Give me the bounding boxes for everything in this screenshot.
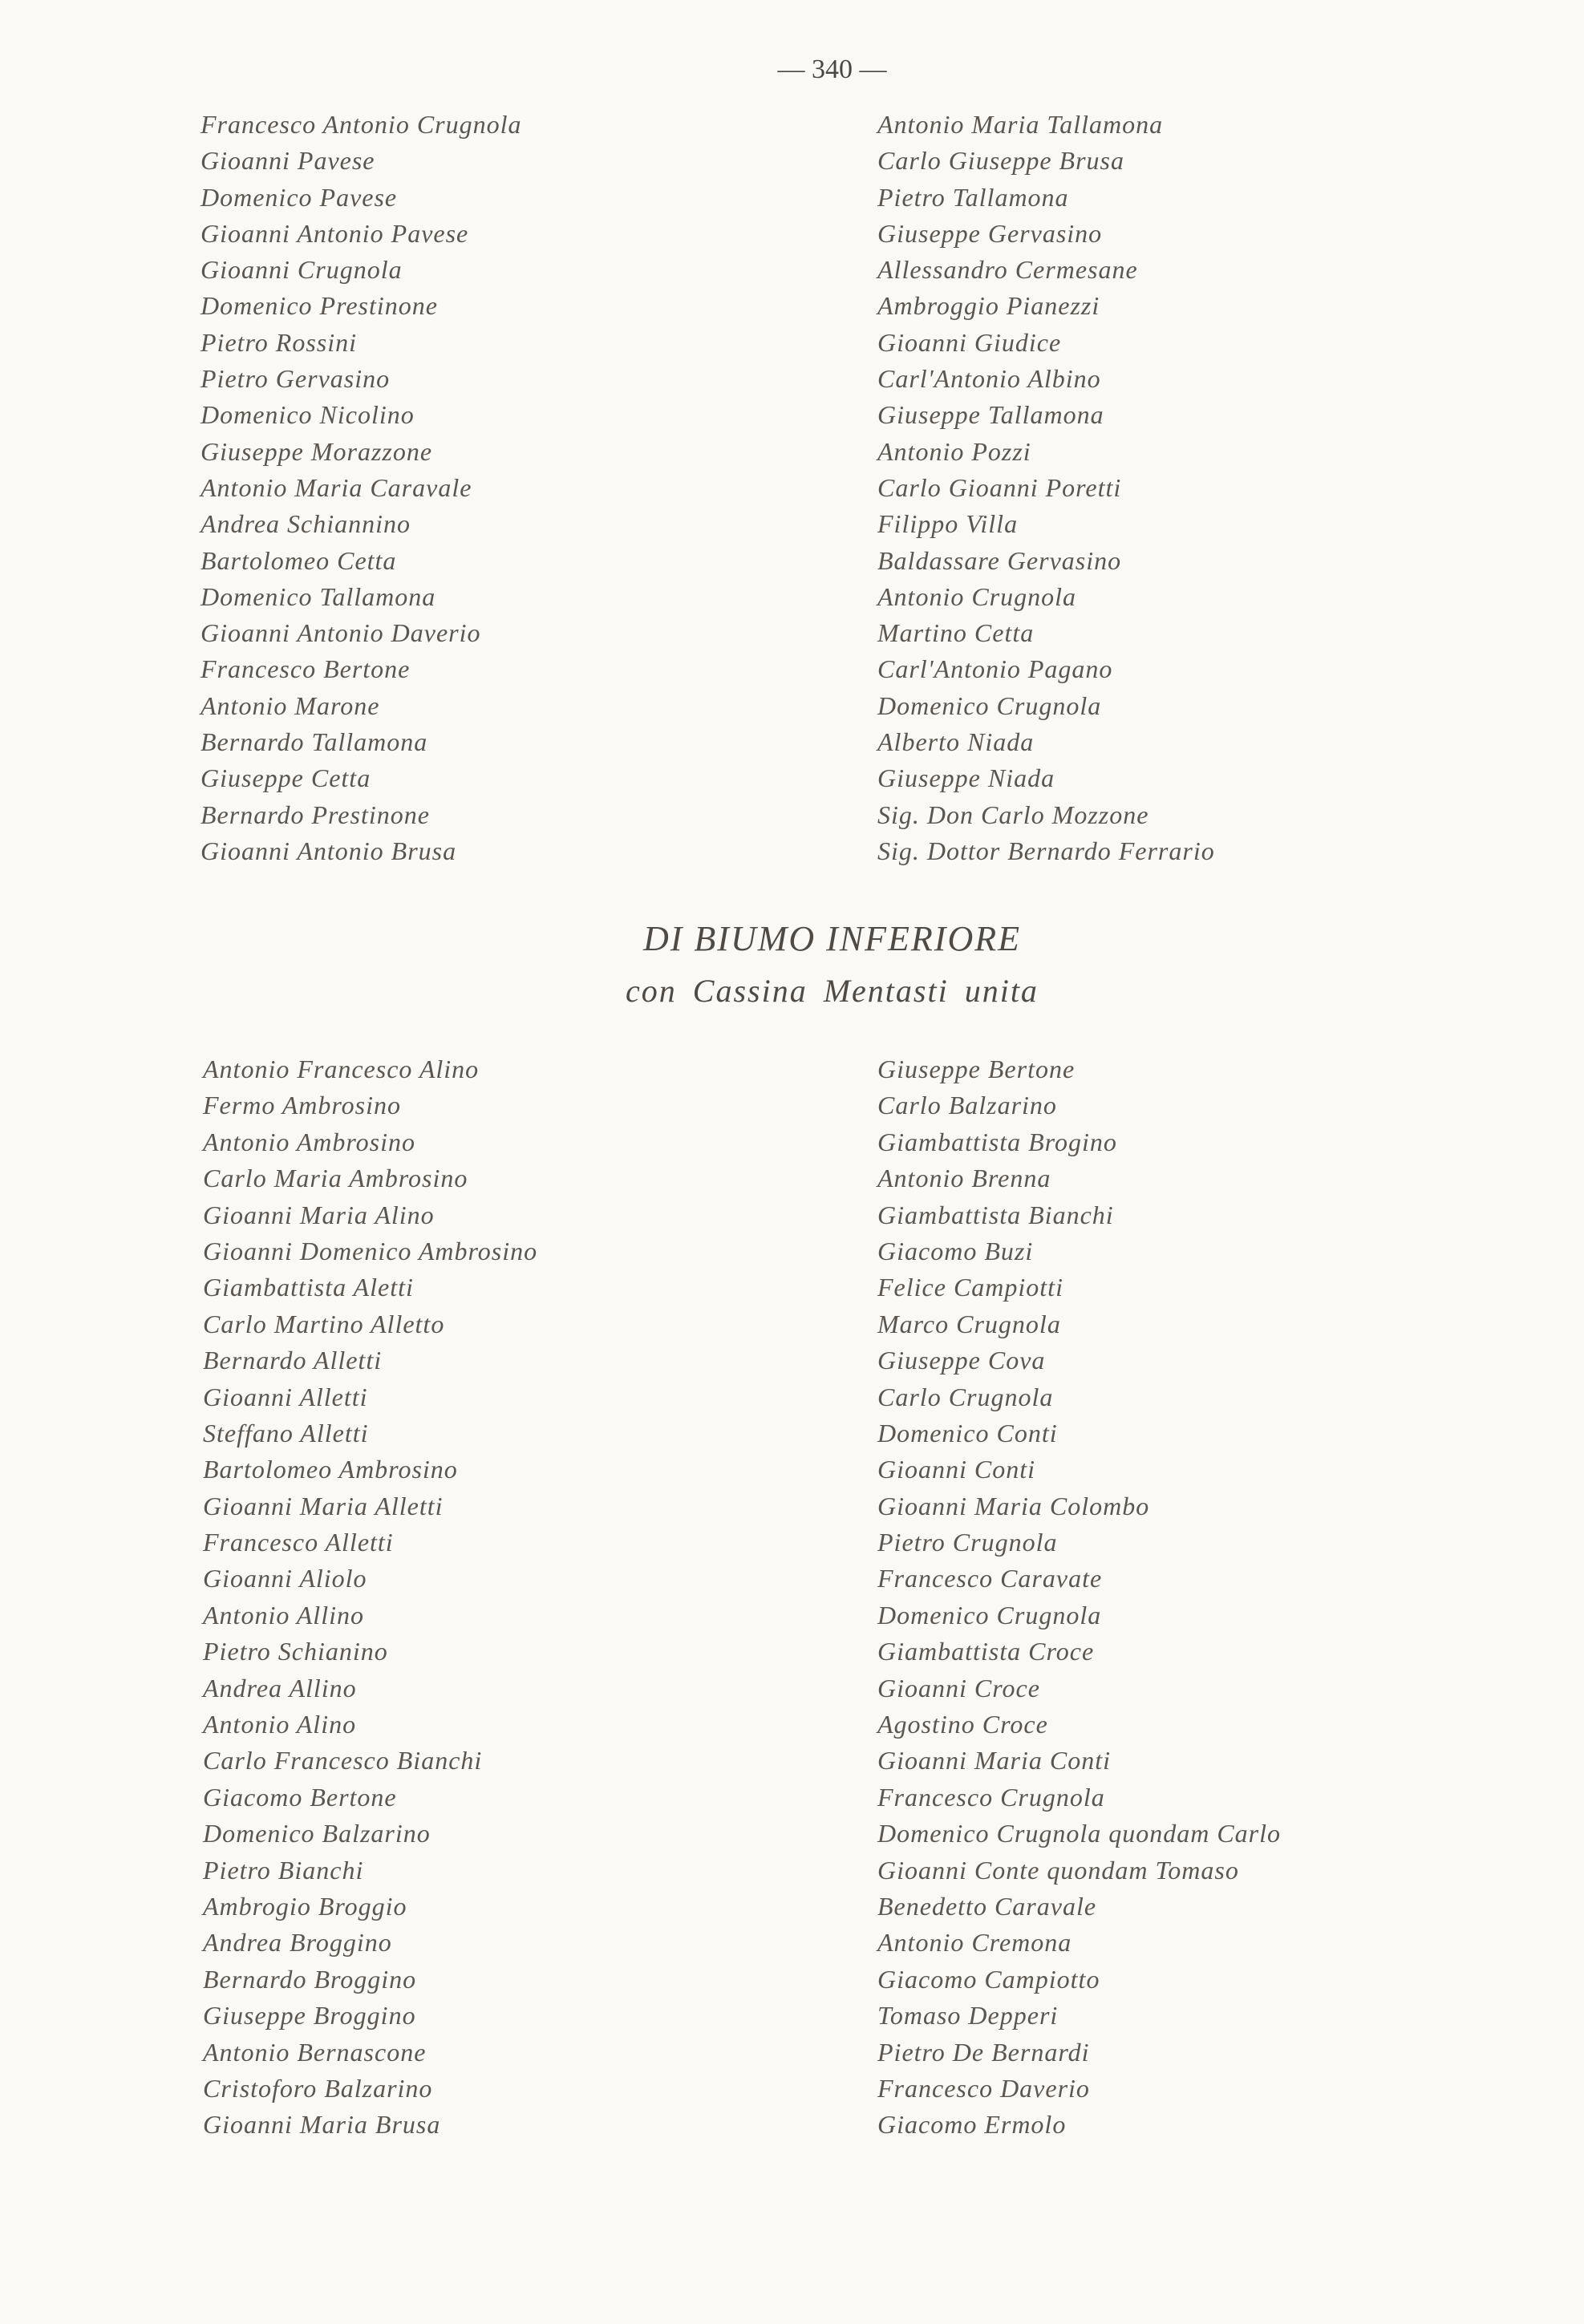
name-entry: Domenico Pavese xyxy=(201,182,398,212)
name-entry: Antonio Maria Tallamona xyxy=(877,110,1164,139)
name-entry: Marco Crugnola xyxy=(877,1309,1061,1338)
name-entry: Giambattista Aletti xyxy=(203,1273,414,1302)
name-entry: Allessandro Cermesane xyxy=(877,255,1138,285)
name-entry: Carlo Gioanni Poretti xyxy=(877,472,1122,502)
name-entry: Pietro Schianino xyxy=(203,1637,388,1666)
name-entry: Sig. Don Carlo Mozzone xyxy=(877,800,1149,829)
name-entry: Gioanni Crugnola xyxy=(201,255,403,285)
name-entry: Andrea Broggino xyxy=(203,1928,392,1958)
name-entry: Antonio Brenna xyxy=(877,1164,1051,1193)
name-entry: Domenico Nicolino xyxy=(201,400,415,430)
name-entry: Giacomo Buzi xyxy=(877,1236,1034,1265)
name-entry: Pietro Crugnola xyxy=(877,1528,1058,1557)
name-entry: Gioanni Maria Alletti xyxy=(203,1491,444,1520)
name-entry: Antonio Bernascone xyxy=(203,2037,427,2067)
name-entry: Bernardo Broggino xyxy=(203,1964,417,1994)
name-entry: Giambattista Croce xyxy=(877,1637,1095,1666)
name-entry: Giuseppe Cetta xyxy=(201,763,371,793)
name-entry: Domenico Tallamona xyxy=(201,581,436,611)
name-entry: Francesco Caravate xyxy=(877,1564,1103,1593)
name-entry: Bartolomeo Ambrosino xyxy=(203,1455,458,1484)
name-entry: Felice Campiotti xyxy=(877,1273,1063,1302)
name-entry: Giuseppe Bertone xyxy=(877,1055,1076,1083)
name-entry: Antonio Ambrosino xyxy=(203,1127,416,1156)
name-entry: Sig. Dottor Bernardo Ferrario xyxy=(877,836,1215,865)
name-entry: Gioanni Antonio Pavese xyxy=(201,218,469,248)
name-entry: Agostino Croce xyxy=(877,1710,1048,1739)
name-entry: Giuseppe Gervasino xyxy=(877,218,1103,248)
section-title: DI BIUMO INFERIORE xyxy=(643,919,1021,958)
name-entry: Gioanni Domenico Ambrosino xyxy=(203,1236,538,1265)
name-entry: Gioanni Conte quondam Tomaso xyxy=(877,1855,1239,1885)
name-entry: Martino Cetta xyxy=(877,618,1035,648)
name-entry: Ambrogio Broggio xyxy=(203,1891,407,1921)
name-entry: Gioanni Maria Brusa xyxy=(203,2110,441,2140)
name-entry: Giuseppe Broggino xyxy=(203,2001,416,2030)
top-right-name-list xyxy=(877,107,1215,869)
name-entry: Andrea Allino xyxy=(203,1673,357,1703)
name-entry: Ambroggio Pianezzi xyxy=(877,291,1100,321)
name-entry: Gioanni Antonio Daverio xyxy=(201,618,481,648)
name-entry: Gioanni Croce xyxy=(877,1673,1040,1703)
name-entry: Cristoforo Balzarino xyxy=(203,2073,433,2103)
name-entry: Francesco Daverio xyxy=(877,2073,1090,2103)
name-entry: Antonio Allino xyxy=(203,1600,364,1630)
name-entry: Antonio Marone xyxy=(201,690,380,720)
name-entry: Carl'Antonio Albino xyxy=(877,364,1101,394)
name-entry: Bernardo Prestinone xyxy=(201,800,430,829)
name-entry: Giuseppe Morazzone xyxy=(201,436,433,466)
name-entry: Antonio Francesco Alino xyxy=(203,1055,480,1083)
name-entry: Alberto Niada xyxy=(877,727,1035,757)
name-entry: Francesco Alletti xyxy=(203,1528,394,1557)
name-entry: Baldassare Gervasino xyxy=(877,545,1122,575)
name-entry: Pietro Gervasino xyxy=(201,364,391,394)
name-entry: Gioanni Maria Alino xyxy=(203,1200,435,1229)
name-entry: Gioanni Pavese xyxy=(201,146,375,176)
name-entry: Gioanni Aliolo xyxy=(203,1564,367,1593)
name-entry: Carlo Balzarino xyxy=(877,1091,1057,1120)
name-entry: Antonio Alino xyxy=(203,1710,357,1739)
name-entry: Domenico Conti xyxy=(877,1418,1058,1447)
name-entry: Giuseppe Tallamona xyxy=(877,400,1104,430)
name-entry: Francesco Bertone xyxy=(201,654,411,684)
name-entry: Giambattista Bianchi xyxy=(877,1200,1114,1229)
name-entry: Giacomo Bertone xyxy=(203,1782,397,1812)
name-entry: Giambattista Brogino xyxy=(877,1127,1117,1156)
name-entry: Fermo Ambrosino xyxy=(203,1091,401,1120)
name-entry: Gioanni Alletti xyxy=(203,1382,368,1411)
name-entry: Carlo Francesco Bianchi xyxy=(203,1746,483,1775)
name-entry: Carl'Antonio Pagano xyxy=(877,654,1113,684)
name-entry: Gioanni Maria Colombo xyxy=(877,1491,1150,1520)
name-entry: Carlo Martino Alletto xyxy=(203,1309,445,1338)
name-entry: Francesco Antonio Crugnola xyxy=(201,110,522,139)
name-entry: Gioanni Maria Conti xyxy=(877,1746,1112,1775)
name-entry: Pietro De Bernardi xyxy=(877,2037,1090,2067)
name-entry: Giuseppe Cova xyxy=(877,1346,1046,1375)
name-entry: Tomaso Depperi xyxy=(877,2001,1059,2030)
name-entry: Francesco Crugnola xyxy=(877,1782,1105,1812)
name-entry: Antonio Cremona xyxy=(877,1928,1072,1958)
name-entry: Antonio Crugnola xyxy=(877,581,1077,611)
name-entry: Antonio Pozzi xyxy=(877,436,1031,466)
page-number: — 340 — xyxy=(777,55,887,84)
name-entry: Domenico Prestinone xyxy=(201,291,438,321)
bottom-right-name-list xyxy=(877,1051,1281,2144)
name-entry: Steffano Alletti xyxy=(203,1418,369,1447)
name-entry: Carlo Crugnola xyxy=(877,1382,1054,1411)
name-entry: Gioanni Antonio Brusa xyxy=(201,836,457,865)
name-entry: Bartolomeo Cetta xyxy=(201,545,397,575)
name-entry: Gioanni Conti xyxy=(877,1455,1036,1484)
name-entry: Filippo Villa xyxy=(877,509,1019,539)
name-entry: Domenico Crugnola xyxy=(877,690,1102,720)
name-entry: Pietro Rossini xyxy=(201,327,358,357)
name-entry: Domenico Balzarino xyxy=(203,1819,431,1848)
top-left-name-list xyxy=(201,107,522,869)
name-entry: Giacomo Campiotto xyxy=(877,1964,1100,1994)
name-entry: Domenico Crugnola quondam Carlo xyxy=(877,1819,1281,1848)
name-entry: Giacomo Ermolo xyxy=(877,2110,1067,2140)
name-entry: Antonio Maria Caravale xyxy=(201,472,472,502)
name-entry: Domenico Crugnola xyxy=(877,1600,1102,1630)
name-entry: Pietro Bianchi xyxy=(203,1855,364,1885)
name-entry: Bernardo Tallamona xyxy=(201,727,428,757)
name-entry: Bernardo Alletti xyxy=(203,1346,383,1375)
name-entry: Pietro Tallamona xyxy=(877,182,1069,212)
name-entry: Gioanni Giudice xyxy=(877,327,1062,357)
name-entry: Carlo Maria Ambrosino xyxy=(203,1164,468,1193)
name-entry: Benedetto Caravale xyxy=(877,1891,1097,1921)
section-subtitle: con Cassina Mentasti unita xyxy=(626,973,1039,1009)
name-entry: Giuseppe Niada xyxy=(877,763,1055,793)
name-entry: Andrea Schiannino xyxy=(201,509,411,539)
bottom-left-name-list xyxy=(203,1051,537,2144)
name-entry: Carlo Giuseppe Brusa xyxy=(877,146,1124,176)
